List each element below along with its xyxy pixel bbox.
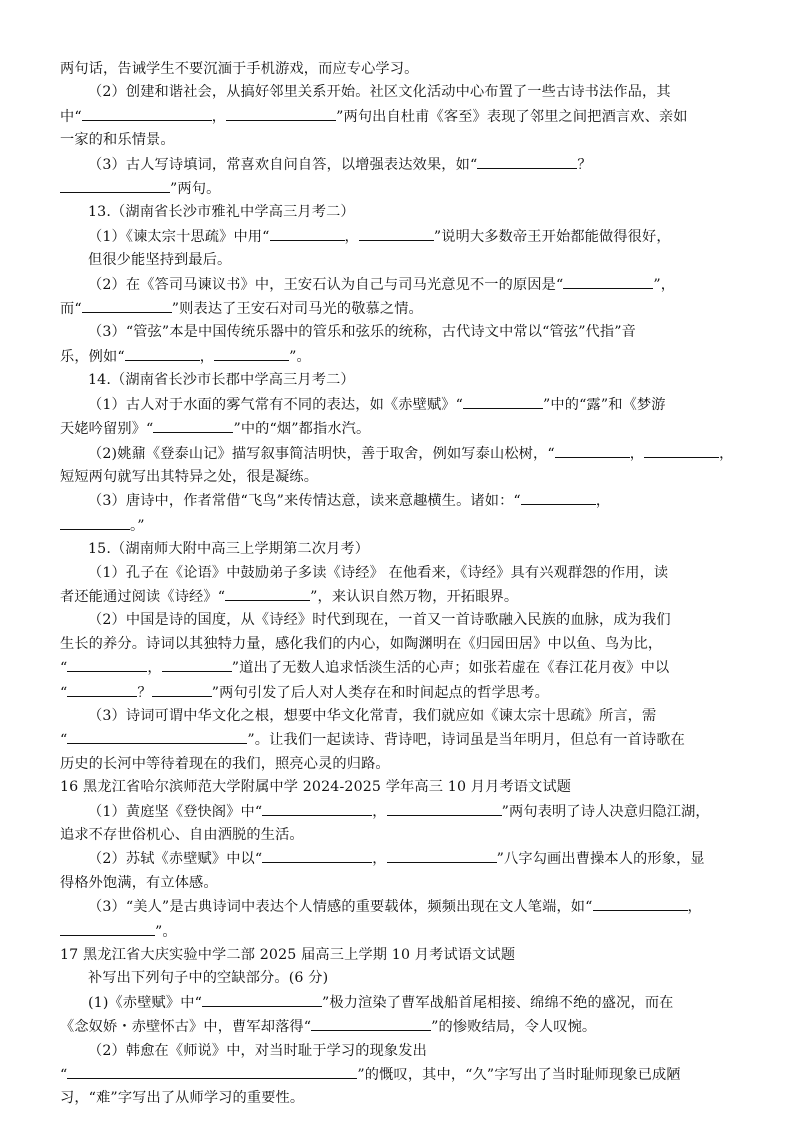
text-line: （3）古人写诗填词，常喜欢自问自答，以增强表达效果，如“ ？ — [60, 153, 740, 177]
answer-blank[interactable] — [226, 105, 336, 121]
text-line: 乐，例如“ ， ”。 — [60, 345, 740, 369]
answer-blank[interactable] — [563, 273, 653, 289]
answer-blank[interactable] — [67, 656, 147, 672]
text-line: 而“ ”则表达了王安石对司马光的敬慕之情。 — [60, 297, 740, 321]
answer-blank[interactable] — [644, 442, 719, 458]
text-line: 中“ ， ”两句出自杜甫《客至》表现了邻里之间把酒言欢、亲如 — [60, 105, 740, 129]
question-heading: 15.（湖南师大附中高三上学期第二次月考） — [88, 541, 370, 558]
answer-blank[interactable] — [477, 153, 577, 169]
answer-blank[interactable] — [60, 514, 130, 530]
text-line: 生长的养分。诗词以其独特力量，感化我们的内心，如陶渊明在《归园田居》中以鱼、鸟为比， — [60, 635, 663, 652]
answer-blank[interactable] — [214, 345, 289, 361]
text-line: 两句话，告诫学生不要沉湎于手机游戏，而应专心学习。 — [60, 61, 419, 77]
text-line: （2）创建和谐社会，从搞好邻里关系开始。社区文化活动中心布置了一些古诗书法作品，其 — [88, 84, 671, 101]
answer-blank[interactable] — [67, 728, 247, 744]
text-line: （3）“管弦”本是中国传统乐器中的管乐和弦乐的统称，古代诗文中常以“管弦”代指”音 — [88, 324, 637, 341]
text-line: （3）“美人”是古典诗词中表达个人情感的重要载体，频频出现在文人笔端，如“ ， — [60, 895, 740, 919]
question-heading: 17 黑龙江省大庆实验中学二部 2025 届高三上学期 10 月考试语文试题 — [60, 947, 516, 964]
text-line: （3）诗词可谓中华文化之根，想要中华文化常青，我们就应如《谏太宗十思疏》所言，需 — [88, 707, 657, 724]
text-line: 。” — [60, 514, 740, 538]
answer-blank[interactable] — [125, 345, 200, 361]
answer-blank[interactable] — [82, 297, 172, 313]
answer-blank[interactable] — [359, 225, 434, 241]
answer-blank[interactable] — [153, 417, 233, 433]
answer-blank[interactable] — [521, 489, 596, 505]
answer-blank[interactable] — [262, 847, 372, 863]
text-line: （1）古人对于水面的雾气常有不同的表达，如《赤壁赋》“ ”中的“露”和《梦游 — [60, 393, 740, 417]
text-line: 追求不存世俗机心、自由洒脱的生活。 — [60, 827, 304, 843]
answer-blank[interactable] — [202, 991, 322, 1007]
text-line: （2）中国是诗的国度，从《诗经》时代到现在，一首又一首诗歌融入民族的血脉，成为我们 — [88, 612, 671, 629]
text-line: （2）在《答司马谏议书》中，王安石认为自己与司马光意见不一的原因是“ ”， — [60, 273, 740, 297]
answer-blank[interactable] — [555, 442, 630, 458]
answer-blank[interactable] — [387, 847, 497, 863]
answer-blank[interactable] — [262, 800, 372, 816]
text-line: “ ， ”道出了无数人追求恬淡生活的心声；如张若虚在《春江花月夜》中以 — [60, 656, 740, 680]
question-heading: 16 黑龙江省哈尔滨师范大学附属中学 2024-2025 学年高三 10 月月考语文试题 — [60, 779, 572, 796]
text-line: 历史的长河中等待着现在的我们，照亮心灵的归路。 — [60, 755, 390, 772]
answer-blank[interactable] — [162, 656, 232, 672]
text-line: 补写出下列句子中的空缺部分。(6 分) — [88, 970, 329, 987]
question-heading: 13.（湖南省长沙市雅礼中学高三月考二） — [88, 204, 355, 221]
text-line: 《念奴娇・赤壁怀古》中，曹军却落得“ ”的惨败结局，令人叹惋。 — [60, 1015, 740, 1039]
text-line: 天姥吟留别》“ ”中的“烟”都指水汽。 — [60, 417, 740, 441]
document-page — [60, 58, 740, 1111]
text-line: 短短两句就写出其特异之处，很是凝练。 — [60, 468, 319, 485]
answer-blank[interactable] — [463, 393, 543, 409]
text-line: “ ”的慨叹，其中，“久”字写出了当时耻师现象已成陋 — [60, 1063, 740, 1087]
text-line: （1）孔子在《论语》中鼓励弟子多读《诗经》 在他看来，《诗经》具有兴观群怨的作用，读 — [88, 564, 669, 581]
answer-blank[interactable] — [67, 681, 137, 697]
text-line: 但很少能坚持到最后。 — [88, 252, 232, 269]
text-line: （3）唐诗中，作者常借“飞鸟”来传情达意，读来意趣横生。诸如：“ ， — [60, 489, 740, 513]
text-line: （1）黄庭坚《登快阁》中“ ， ”两句表明了诗人决意归隐江湖， — [60, 800, 740, 824]
question-heading: 14.（湖南省长沙市长郡中学高三月考二） — [88, 372, 355, 389]
text-line: （2）韩愈在《师说》中，对当时耻于学习的现象发出 — [88, 1042, 427, 1059]
answer-blank[interactable] — [60, 920, 155, 936]
text-line: ”。 — [60, 920, 740, 944]
text-line: 者还能通过阅读《诗经》“ ”，来认识自然万物，开拓眼界。 — [60, 585, 740, 609]
answer-blank[interactable] — [387, 800, 502, 816]
text-line: “ ？ ”两句引发了后人对人类存在和时间起点的哲学思考。 — [60, 681, 740, 705]
answer-blank[interactable] — [593, 895, 688, 911]
text-line: （2)姚鼐《登泰山记》描写叙事简洁明快，善于取舍，例如写泰山松树，“ ， ， — [60, 442, 740, 466]
text-line: 习，“难”字写出了从师学习的重要性。 — [60, 1090, 305, 1107]
answer-blank[interactable] — [82, 105, 212, 121]
answer-blank[interactable] — [67, 1063, 357, 1079]
answer-blank[interactable] — [225, 585, 310, 601]
text-line: （1）《谏太宗十思疏》中用“ ， ”说明大多数帝王开始都能做得很好， — [60, 225, 740, 249]
text-line: 得格外饱满，有立体感。 — [60, 874, 218, 891]
text-line: 一家的和乐情景。 — [60, 132, 175, 149]
answer-blank[interactable] — [152, 681, 212, 697]
answer-blank[interactable] — [311, 1015, 431, 1031]
text-line: ”两句。 — [60, 177, 740, 201]
text-line: （2）苏轼《赤壁赋》中以“ ， ”八字勾画出曹操本人的形象，显 — [60, 847, 740, 871]
answer-blank[interactable] — [270, 225, 345, 241]
text-line: “ ”。让我们一起读诗、背诗吧，诗词虽是当年明月，但总有一首诗歌在 — [60, 728, 740, 752]
text-line: (1)《赤壁赋》中“ ”极力渲染了曹军战船首尾相接、绵绵不绝的盛况，而在 — [60, 991, 740, 1015]
answer-blank[interactable] — [60, 177, 170, 193]
